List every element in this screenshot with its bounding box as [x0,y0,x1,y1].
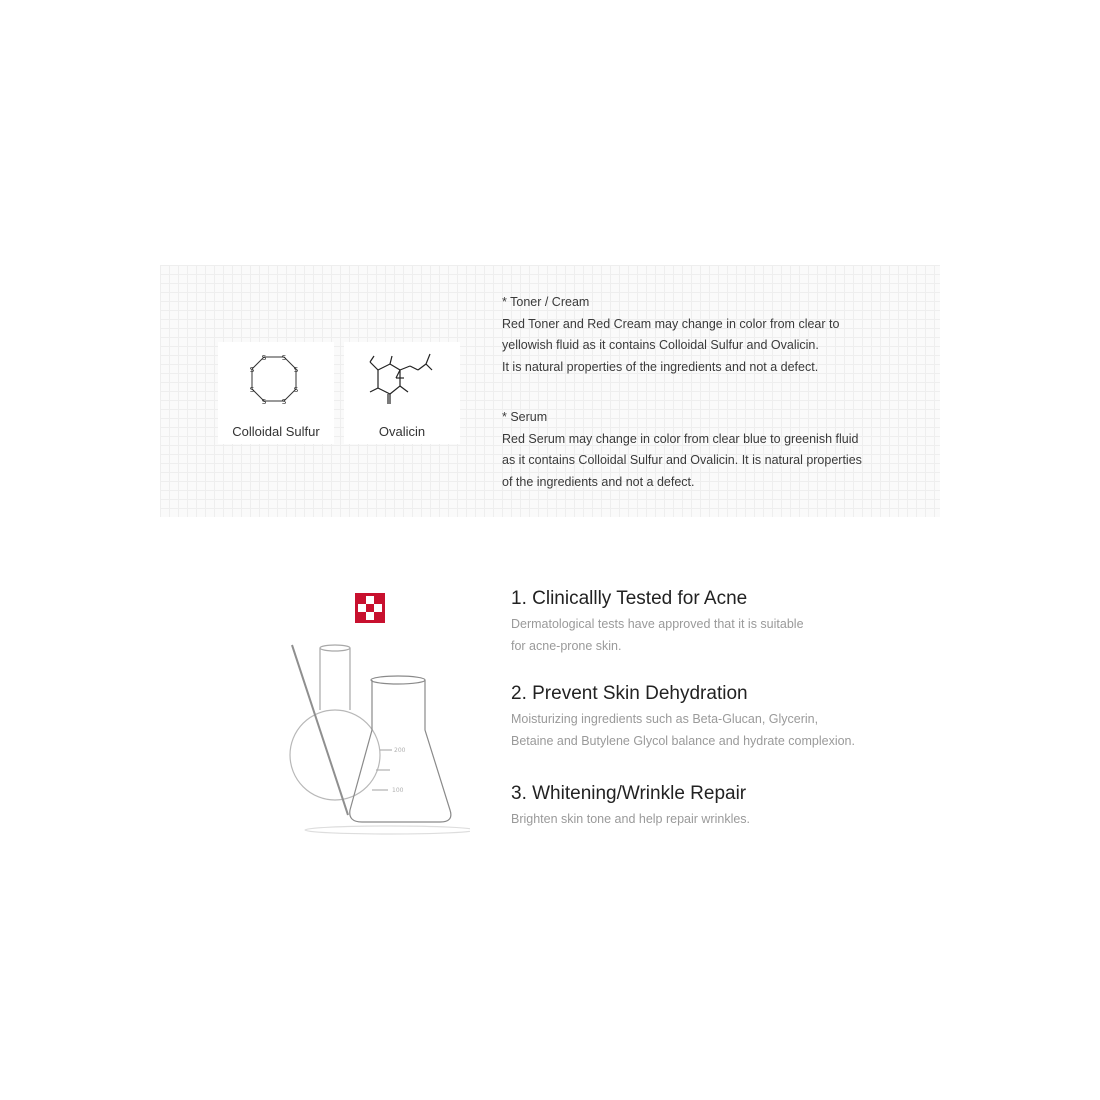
feature-whitening-wrinkle-repair [511,783,750,831]
feature-title: 1. Clinicallly Tested for Acne [511,588,748,609]
serum-note [502,407,862,493]
note-line: of the ingredients and not a defect. [502,474,695,489]
sulfur-atom-label: S [261,398,267,406]
toner-cream-note [502,292,839,378]
sulfur-atom-label: S [261,354,267,362]
flask-marking: 100 [392,787,404,794]
sulfur-atom-label: S [249,366,255,374]
ingredient-label: Ovalicin [378,424,426,439]
feature-prevent-dehydration [511,683,855,752]
sulfur-atom-label: S [281,354,287,362]
feature-description: for acne-prone skin. [511,638,622,653]
note-heading: * Toner / Cream [502,295,590,309]
sulfur-atom-label: S [293,366,299,374]
ovalicin-card [344,342,460,444]
feature-description: Betaine and Butylene Glycol balance and hydrate complexion. [511,733,855,748]
feature-description: Brighten skin tone and help repair wrinkles. [511,812,751,826]
ingredient-label: Colloidal Sulfur [232,424,320,439]
feature-title: 3. Whitening/Wrinkle Repair [511,783,747,804]
sulfur-atom-label: S [281,398,287,406]
flask-marking: 200 [394,747,406,754]
note-line: Red Serum may change in color from clear blue to greenish fluid [502,431,859,446]
note-line: yellowish fluid as it contains Colloidal Sulfur and Ovalicin. [502,338,819,352]
colloidal-sulfur-card [218,342,334,444]
sulfur-atom-label: S [249,386,255,394]
sulfur-atom-label: S [293,386,299,394]
medical-cross-icon [355,593,385,623]
note-line: Red Toner and Red Cream may change in color from clear to [502,316,840,331]
feature-description: Moisturizing ingredients such as Beta-Glucan, Glycerin, [511,712,819,726]
ovalicin-structure-icon [352,348,452,422]
lab-glassware-illustration [280,590,470,840]
sulfur-ring-structure-icon [226,348,326,422]
feature-title: 2. Prevent Skin Dehydration [511,683,748,704]
note-line: as it contains Colloidal Sulfur and Ovalicin. It is natural properties [502,453,862,467]
note-heading: * Serum [502,410,548,424]
feature-clinically-tested [511,588,804,657]
feature-description: Dermatological tests have approved that it is suitable [511,617,804,631]
note-line: It is natural properties of the ingredients and not a defect. [502,359,819,374]
